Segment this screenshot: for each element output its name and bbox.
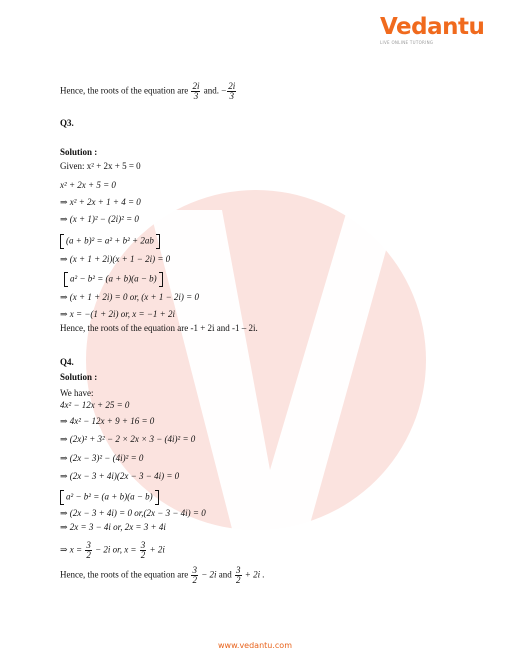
fraction: $\frac{3}{2}$ bbox=[192, 565, 197, 585]
q3-step: ⇒ (x + 1)² − (2i)² = 0 bbox=[60, 214, 139, 224]
q3-given: Given: x² + 2x + 5 = 0 bbox=[60, 161, 141, 171]
q4-final-step: ⇒ x = $\frac{3}{2}$ − 2i or, x = $\frac{3}{2}$ + 2i bbox=[60, 540, 165, 560]
fraction: $\frac{2i}{3}$ bbox=[228, 81, 236, 101]
q3-step: ⇒ (x + 1 + 2i)(x + 1 − 2i) = 0 bbox=[60, 254, 171, 264]
q3-step: x² + 2x + 5 = 0 bbox=[60, 180, 116, 190]
q4-step: ⇒ (2x)² + 3² − 2 × 2x × 3 − (4i)² = 0 bbox=[60, 434, 196, 444]
intro-line: Hence, the roots of the equation are $\frac{2i}{3}$ and. − $\frac{2i}{3}$ bbox=[60, 81, 236, 101]
fraction: $\frac{3}{2}$ bbox=[236, 565, 241, 585]
q3-heading: Q3. bbox=[60, 118, 74, 128]
q4-conclusion: Hence, the roots of the equation are $\frac{3}{2}$ − 2i and $\frac{3}{2}$ + 2i . bbox=[60, 565, 265, 585]
q4-step: ⇒ 4x² − 12x + 9 + 16 = 0 bbox=[60, 416, 155, 426]
q4-step: 4x² − 12x + 25 = 0 bbox=[60, 400, 130, 410]
q3-step: ⇒ x² + 2x + 1 + 4 = 0 bbox=[60, 197, 141, 207]
q4-step: ⇒ 2x = 3 − 4i or, 2x = 3 + 4i bbox=[60, 522, 166, 532]
logo-wordmark: Vedantu bbox=[380, 14, 485, 40]
fraction: $\frac{3}{2}$ bbox=[86, 540, 91, 560]
logo-tagline: LIVE ONLINE TUTORING bbox=[380, 40, 434, 45]
q4-heading: Q4. bbox=[60, 357, 74, 367]
fraction: $\frac{2i}{3}$ bbox=[192, 81, 200, 101]
q3-solution-label: Solution : bbox=[60, 147, 98, 157]
q3-identity: a² − b² = (a + b)(a − b) bbox=[64, 272, 163, 287]
q4-step: ⇒ (2x − 3)² − (4i)² = 0 bbox=[60, 453, 144, 463]
q4-step: ⇒ (2x − 3 + 4i)(2x − 3 − 4i) = 0 bbox=[60, 471, 180, 481]
intro-text: Hence, the roots of the equation are bbox=[60, 85, 189, 96]
q3-step: ⇒ x = −(1 + 2i) or, x = −1 + 2i bbox=[60, 309, 175, 319]
q3-conclusion: Hence, the roots of the equation are -1 + 2i and -1 – 2i. bbox=[60, 323, 258, 333]
q4-we-have: We have: bbox=[60, 388, 94, 398]
q4-identity: a² − b² = (a + b)(a − b) bbox=[60, 490, 159, 505]
vedantu-logo bbox=[380, 14, 500, 48]
q4-solution-label: Solution : bbox=[60, 372, 98, 382]
footer-url[interactable]: www.vedantu.com bbox=[218, 641, 292, 650]
q3-identity: (a + b)² = a² + b² + 2ab bbox=[60, 234, 160, 249]
intro-conj: and bbox=[203, 85, 217, 96]
q4-step: ⇒ (2x − 3 + 4i) = 0 or,(2x − 3 − 4i) = 0 bbox=[60, 508, 206, 518]
q3-step: ⇒ (x + 1 + 2i) = 0 or, (x + 1 − 2i) = 0 bbox=[60, 292, 199, 302]
fraction: $\frac{3}{2}$ bbox=[140, 540, 146, 560]
